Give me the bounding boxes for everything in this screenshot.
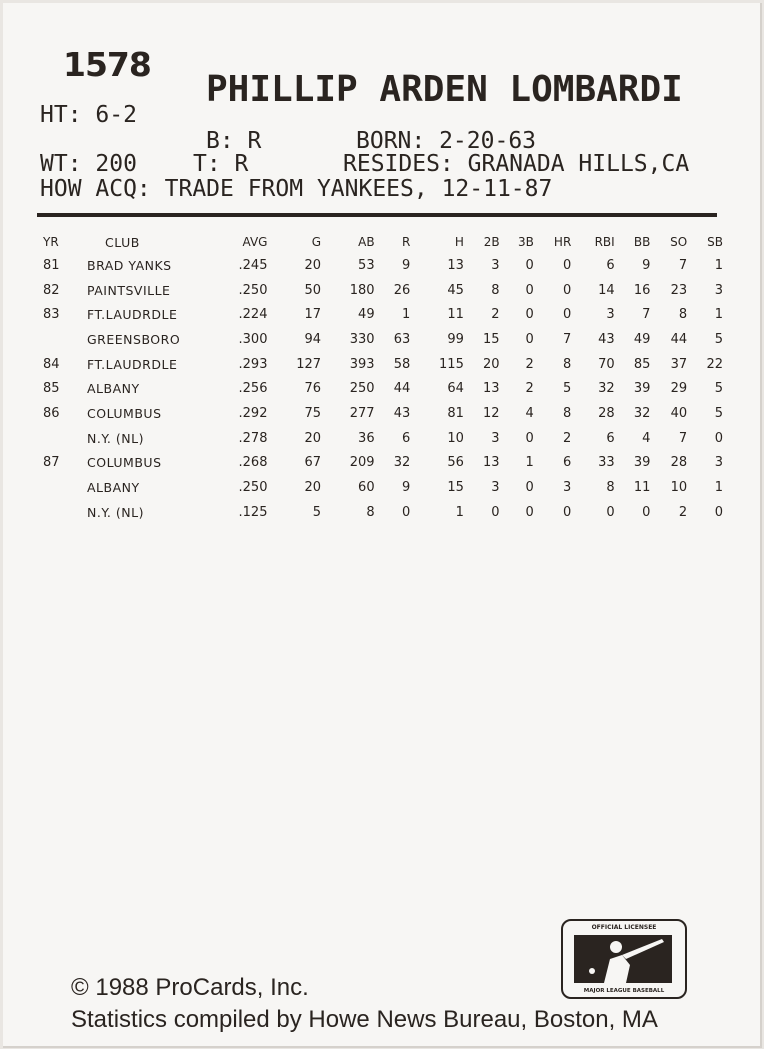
stats-table [33, 231, 723, 525]
cell-ab: 330 [349, 331, 375, 347]
cell-rbi: 32 [598, 381, 615, 397]
cell-g: 127 [296, 356, 322, 372]
table-row [33, 376, 723, 401]
cell-club: COLUMBUS [87, 455, 162, 471]
col-rbi: RBI [594, 235, 615, 249]
cell-rbi: 28 [598, 405, 615, 421]
cell-bb: 0 [642, 504, 651, 520]
card-number: 1578 [63, 45, 151, 84]
cell-3b: 2 [525, 356, 534, 372]
cell-yr [33, 426, 87, 451]
col-yr: YR [43, 235, 59, 249]
cell-ab: 277 [349, 405, 375, 421]
cell-yr [33, 500, 87, 525]
cell-hr: 3 [563, 480, 572, 496]
cell-h: 13 [447, 257, 464, 273]
logo-top-text: OFFICIAL LICENSEE [591, 924, 657, 931]
cell-avg: .256 [238, 381, 268, 397]
weight: WT: 200 [40, 151, 137, 177]
cell-h: 1 [455, 504, 464, 520]
cell-r: 43 [393, 405, 411, 421]
cell-avg: .293 [238, 356, 268, 372]
cell-bb: 32 [633, 405, 651, 421]
cell-so: 44 [670, 331, 688, 347]
cell-h: 45 [447, 282, 464, 298]
cell-sb: 0 [714, 504, 723, 520]
cell-yr: 86 [43, 405, 60, 421]
cell-so: 40 [670, 405, 688, 421]
stats-header-row [33, 231, 723, 253]
height: HT: 6-2 [40, 102, 137, 128]
cell-avg: .300 [238, 331, 268, 347]
cell-so: 10 [670, 480, 688, 496]
cell-g: 76 [304, 381, 322, 397]
cell-club: GREENSBORO [87, 331, 181, 347]
table-row [33, 253, 723, 278]
bats: B: R [206, 128, 262, 154]
cell-3b: 4 [525, 405, 534, 421]
cell-rbi: 70 [598, 356, 615, 372]
cell-bb: 85 [633, 356, 651, 372]
cell-hr: 0 [563, 282, 572, 298]
cell-bb: 11 [633, 480, 651, 496]
cell-club: COLUMBUS [87, 405, 162, 421]
cell-g: 20 [304, 480, 322, 496]
cell-avg: .268 [238, 455, 268, 471]
table-row [33, 327, 723, 352]
cell-g: 5 [312, 504, 322, 520]
cell-avg: .278 [238, 430, 268, 446]
cell-h: 56 [447, 455, 464, 471]
cell-club: ALBANY [87, 381, 140, 397]
table-row [33, 401, 723, 426]
cell-hr: 7 [563, 331, 572, 347]
cell-hr: 0 [563, 504, 572, 520]
cell-3b: 2 [525, 381, 534, 397]
cell-so: 7 [678, 430, 688, 446]
cell-club: N.Y. (NL) [87, 504, 144, 520]
cell-hr: 0 [563, 307, 572, 323]
cell-hr: 0 [563, 257, 572, 273]
col-sb: SB [707, 235, 723, 249]
resides: RESIDES: GRANADA HILLS,CA [343, 151, 690, 177]
cell-2b: 2 [491, 307, 500, 323]
cell-r: 63 [393, 331, 411, 347]
cell-sb: 0 [714, 430, 723, 446]
how-acquired: HOW ACQ: TRADE FROM YANKEES, 12-11-87 [40, 176, 553, 202]
cell-sb: 1 [714, 257, 723, 273]
cell-sb: 5 [714, 331, 723, 347]
cell-2b: 8 [491, 282, 500, 298]
cell-bb: 39 [633, 381, 651, 397]
col-3b: 3B [517, 235, 534, 249]
cell-r: 1 [402, 307, 411, 323]
table-row [33, 426, 723, 451]
cell-g: 67 [304, 455, 322, 471]
cell-bb: 7 [642, 307, 651, 323]
cell-so: 8 [678, 307, 688, 323]
cell-h: 11 [447, 307, 464, 323]
cell-club: FT.LAUDRDLE [87, 307, 178, 323]
cell-r: 9 [402, 480, 411, 496]
cell-r: 9 [402, 257, 411, 273]
cell-3b: 0 [525, 504, 534, 520]
cell-3b: 0 [525, 282, 534, 298]
col-hr: HR [553, 235, 572, 249]
cell-rbi: 14 [598, 282, 615, 298]
cell-3b: 0 [525, 430, 534, 446]
cell-r: 26 [393, 282, 411, 298]
baseball-card-back [3, 3, 762, 1048]
copyright: © 1988 ProCards, Inc. [71, 974, 309, 1001]
cell-g: 17 [304, 307, 322, 323]
stats-credit: Statistics compiled by Howe News Bureau, Boston, MA [71, 1006, 658, 1033]
cell-r: 58 [393, 356, 411, 372]
cell-yr: 85 [43, 381, 60, 397]
cell-h: 10 [447, 430, 464, 446]
cell-rbi: 0 [606, 504, 615, 520]
logo-bottom-text: MAJOR LEAGUE BASEBALL [583, 988, 665, 994]
cell-avg: .250 [238, 480, 268, 496]
cell-so: 29 [670, 381, 688, 397]
cell-sb: 1 [714, 480, 723, 496]
cell-sb: 3 [714, 282, 723, 298]
cell-rbi: 43 [598, 331, 615, 347]
cell-avg: .250 [238, 282, 268, 298]
cell-bb: 49 [633, 331, 651, 347]
cell-r: 6 [402, 430, 411, 446]
cell-ab: 49 [358, 307, 375, 323]
mlb-licensee-logo [561, 919, 687, 999]
cell-yr [33, 475, 87, 500]
cell-2b: 15 [483, 331, 500, 347]
cell-hr: 8 [563, 405, 572, 421]
cell-so: 23 [670, 282, 688, 298]
cell-hr: 6 [563, 455, 572, 471]
cell-3b: 0 [525, 480, 534, 496]
cell-rbi: 33 [598, 455, 615, 471]
cell-2b: 13 [483, 381, 500, 397]
col-h: H [454, 235, 464, 249]
cell-g: 20 [304, 430, 322, 446]
cell-ab: 60 [358, 480, 375, 496]
cell-avg: .125 [238, 504, 268, 520]
col-ab: AB [358, 235, 375, 249]
cell-yr: 87 [43, 455, 60, 471]
cell-club: BRAD YANKS [87, 257, 172, 273]
cell-yr: 81 [43, 257, 60, 273]
cell-hr: 8 [563, 356, 572, 372]
cell-yr: 83 [43, 307, 60, 323]
cell-g: 20 [304, 257, 322, 273]
table-row [33, 451, 723, 476]
cell-sb: 22 [706, 356, 723, 372]
cell-ab: 8 [366, 504, 375, 520]
cell-avg: .292 [238, 405, 268, 421]
cell-club: N.Y. (NL) [87, 430, 144, 446]
col-bb: BB [633, 235, 651, 249]
table-row [33, 500, 723, 525]
cell-2b: 20 [483, 356, 500, 372]
cell-bb: 16 [633, 282, 651, 298]
cell-ab: 36 [358, 430, 375, 446]
cell-bb: 39 [633, 455, 651, 471]
cell-2b: 13 [483, 455, 500, 471]
cell-club: PAINTSVILLE [87, 282, 171, 298]
mlb-batter-silhouette-icon [574, 935, 672, 983]
cell-bb: 9 [642, 257, 651, 273]
col-r: R [401, 235, 411, 249]
cell-so: 37 [670, 356, 688, 372]
cell-rbi: 6 [606, 430, 615, 446]
cell-2b: 3 [491, 257, 500, 273]
cell-sb: 5 [714, 381, 723, 397]
stats-body [33, 253, 723, 525]
cell-3b: 0 [525, 307, 534, 323]
col-2b: 2B [483, 235, 500, 249]
cell-h: 15 [447, 480, 464, 496]
cell-3b: 0 [525, 331, 534, 347]
cell-hr: 5 [563, 381, 572, 397]
cell-yr [33, 327, 87, 352]
cell-h: 115 [439, 356, 464, 372]
cell-3b: 1 [525, 455, 534, 471]
cell-2b: 12 [483, 405, 500, 421]
table-row [33, 352, 723, 377]
cell-avg: .224 [238, 307, 268, 323]
cell-g: 94 [304, 331, 322, 347]
player-name: PHILLIP ARDEN LOMBARDI [206, 69, 683, 110]
table-row [33, 302, 723, 327]
divider-rule [37, 213, 717, 217]
cell-club: FT.LAUDRDLE [87, 356, 178, 372]
cell-so: 2 [678, 504, 688, 520]
cell-club: ALBANY [87, 480, 140, 496]
col-g: G [311, 235, 322, 249]
cell-rbi: 6 [606, 257, 615, 273]
cell-r: 0 [402, 504, 411, 520]
cell-g: 50 [304, 282, 322, 298]
cell-3b: 0 [525, 257, 534, 273]
cell-sb: 3 [714, 455, 723, 471]
cell-2b: 3 [491, 480, 500, 496]
cell-ab: 53 [358, 257, 375, 273]
cell-hr: 2 [563, 430, 572, 446]
col-so: SO [670, 235, 688, 249]
col-avg: AVG [242, 235, 268, 249]
cell-rbi: 3 [606, 307, 615, 323]
cell-r: 44 [393, 381, 411, 397]
cell-avg: .245 [238, 257, 268, 273]
cell-sb: 5 [714, 405, 723, 421]
cell-g: 75 [304, 405, 322, 421]
table-row [33, 278, 723, 303]
cell-2b: 3 [491, 430, 500, 446]
cell-yr: 84 [43, 356, 60, 372]
born: BORN: 2-20-63 [356, 128, 537, 154]
cell-2b: 0 [491, 504, 500, 520]
cell-h: 81 [447, 405, 464, 421]
cell-yr: 82 [43, 282, 60, 298]
cell-ab: 209 [349, 455, 375, 471]
cell-r: 32 [393, 455, 411, 471]
cell-so: 28 [670, 455, 688, 471]
throws: T: R [193, 151, 249, 177]
cell-rbi: 8 [606, 480, 615, 496]
cell-ab: 393 [349, 356, 375, 372]
cell-ab: 250 [349, 381, 375, 397]
cell-bb: 4 [642, 430, 651, 446]
col-club: CLUB [105, 234, 140, 250]
cell-sb: 1 [714, 307, 723, 323]
cell-h: 64 [447, 381, 464, 397]
cell-ab: 180 [349, 282, 375, 298]
table-row [33, 475, 723, 500]
cell-h: 99 [447, 331, 464, 347]
cell-so: 7 [678, 257, 688, 273]
